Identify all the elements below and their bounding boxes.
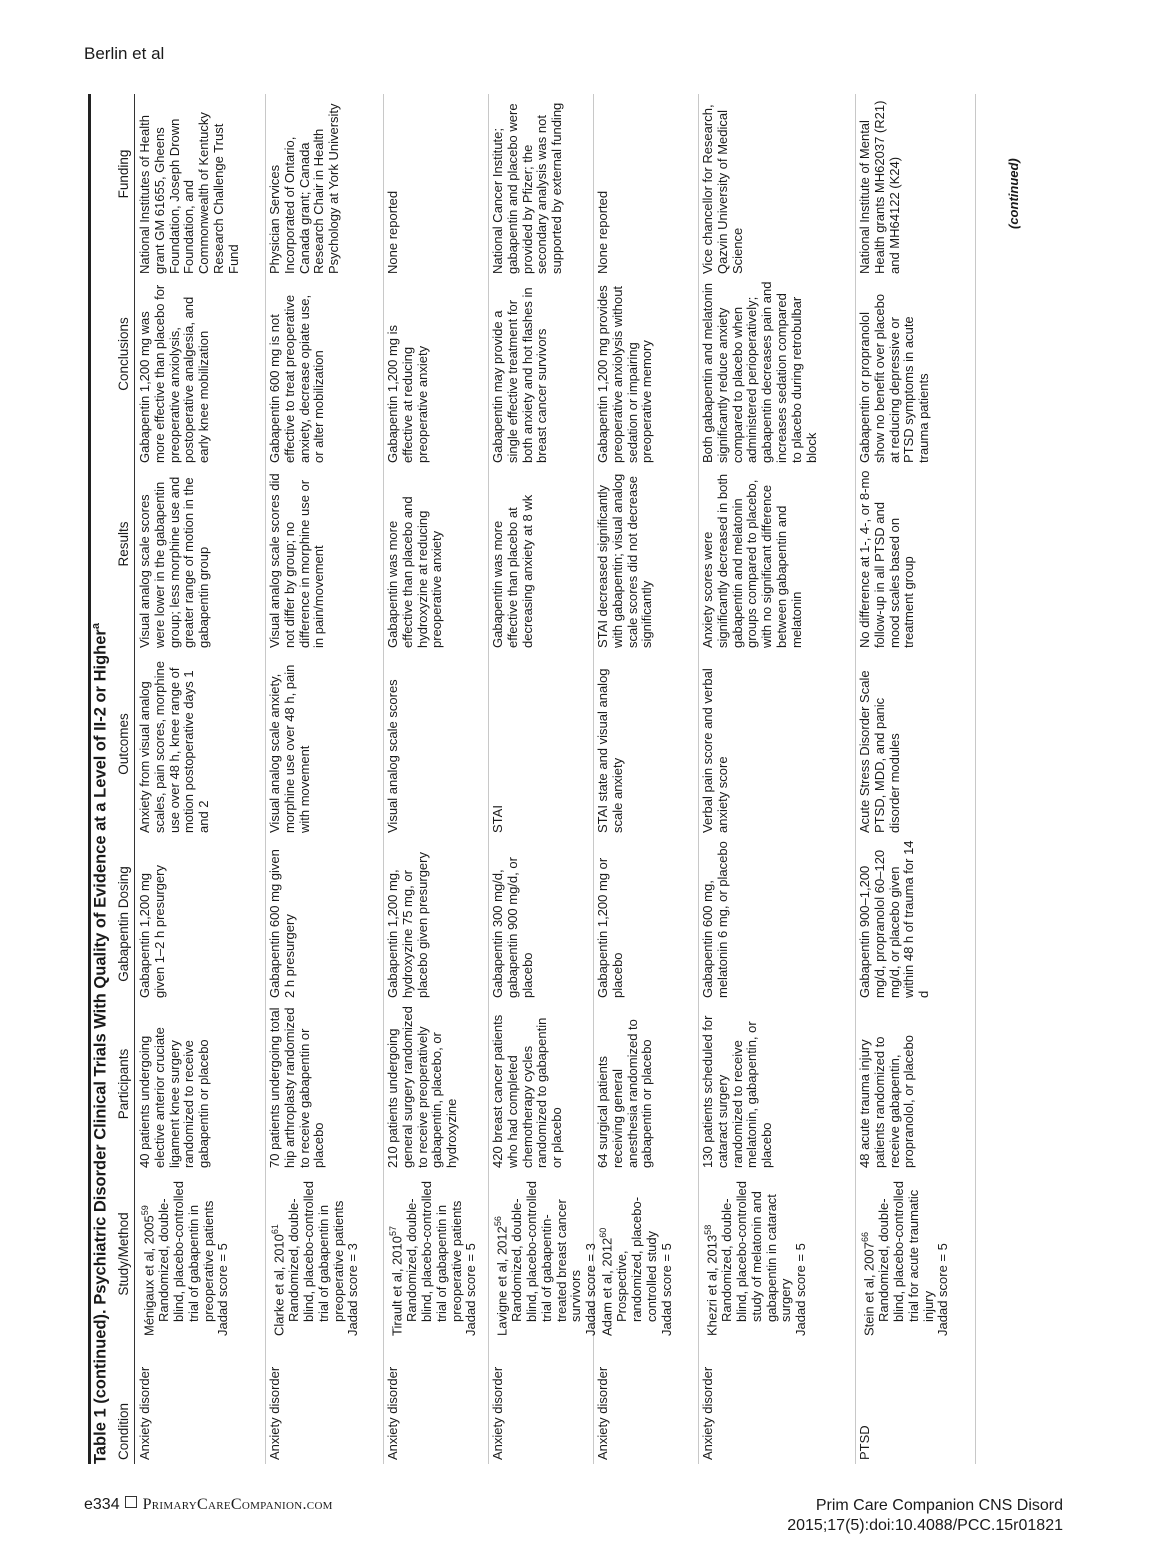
jadad-score: Jadad score = 5 [463,1243,479,1336]
cell-conclusions: Gabapentin or propranolol show no benefit over placebo at reducing depressive or PTSD symptoms in acute trauma patients [857,293,932,463]
continued-label: (continued) [1006,158,1021,229]
cell-outcomes: Visual analog scale anxiety, morphine use over 48 h, pain with movement [267,664,312,833]
cell-dosing: Gabapentin 1,200 mg or placebo [595,857,625,998]
cell-study-method [386,1178,479,1336]
reference-number: 58 [703,1224,713,1235]
table-row [593,94,699,1464]
cell-funding: National Cancer Institute; gabapentin and placebo were provided by Pfizer; the secondary analysis was not supported by external funding [490,102,565,274]
cell-results: STAI decreased significantly with gabapentin; visual analog scale scores did not decrease significantly [595,473,655,648]
table-row [488,94,599,1464]
study-method: Prospective, randomized, placebo-controlled study [614,1196,659,1322]
cell-participants: 48 acute trauma injury patients randomized to receive gabapentin, propranolol, or placebo [857,1035,917,1168]
cell-funding: Physician Services Incorporated of Ontario, Canada grant; Canada Research Chair in Health Psychology at York University [267,103,342,274]
footer-right [787,1496,1063,1536]
square-separator-icon [125,1496,137,1508]
cell-study-method [701,1178,809,1336]
study-author: Adam et al, 2012 [599,1237,615,1336]
citation: 2015;17(5):doi:10.4088/PCC.15r01821 [787,1517,1063,1534]
study-author: Stein et al, 2007 [861,1242,877,1336]
reference-number: 57 [388,1226,398,1237]
cell-dosing: Gabapentin 1,200 mg, hydroxyzine 75 mg, or placebo given presurgery [385,852,430,998]
cell-study-method [596,1178,674,1336]
cell-condition: Anxiety disorder [700,1366,715,1460]
cell-results: Gabapentin was more effective than placebo at decreasing anxiety at 8 wk [490,494,535,648]
reference-number: 56 [493,1216,503,1227]
rotated-table [88,94,1023,1464]
running-head: Berlin et al [84,44,165,63]
cell-funding: National Institute of Mental Health grants MH62037 (R21) and MH64122 (K24) [857,100,902,274]
study-author: Khezri et al, 2013 [704,1234,720,1336]
cell-funding: Vice chancellor for Research, Qazvin University of Medical Science [700,104,745,274]
table-row [383,94,489,1464]
column-header-conclusions: Conclusions [116,317,131,391]
footer-left [84,1496,333,1514]
site-name: PrimaryCareCompanion.com [142,1496,333,1513]
cell-results: Anxiety scores were significantly decreased in both gabapentin and melatonin groups compared to placebo, with no significant difference between gabapentin and melatonin [700,473,804,648]
cell-study-method [138,1178,231,1336]
cell-conclusions: Both gabapentin and melatonin significantly reduce anxiety compared to placebo when administered perioperatively; gabapentin decreases pain and increases sedation compared to placebo during retrobulbar block [700,281,819,463]
cell-dosing: Gabapentin 600 mg, melatonin 6 mg, or placebo [700,841,730,998]
cell-outcomes: Verbal pain score and verbal anxiety score [700,668,730,833]
study-method: Randomized, double-blind, placebo-controlled trial of gabapentin in preoperative patients [404,1181,464,1322]
cell-condition: Anxiety disorder [267,1366,282,1460]
page-number: e334 [84,1496,120,1513]
cell-participants: 40 patients undergoing elective anterior cruciate ligament knee surgery randomized to receive gabapentin or placebo [137,1027,212,1168]
cell-conclusions: Gabapentin 1,200 mg provides preoperative anxiolysis without sedation or impairing preoperative memory [595,285,655,463]
reference-number: 61 [270,1224,280,1235]
table-row [135,94,266,1464]
jadad-score: Jadad score = 3 [345,1243,361,1336]
study-method: Randomized, double-blind, placebo-controlled study of melatonin and gabapentin in cataract surgery [719,1181,794,1322]
column-header-condition: Condition [116,1402,131,1460]
cell-conclusions: Gabapentin 1,200 mg was more effective than placebo for preoperative anxiolysis, postoperative analgesia, and early knee mobilization [137,284,212,463]
cell-funding: National Institutes of Health grant GM 61655, Gheens Foundation, Joseph Drown Foundation, and Commonwealth of Kentucky Research Challenge Trust Fund [137,112,241,274]
cell-conclusions: Gabapentin 1,200 mg is effective at reducing preoperative anxiety [385,324,430,463]
cell-condition: PTSD [857,1425,872,1460]
column-header-results: Results [116,521,131,567]
study-method: Randomized, double-blind, placebo-controlled trial of gabapentin in preoperative patients [156,1181,216,1322]
table-title-footnote: a [90,623,102,630]
cell-study-method [858,1178,951,1336]
jadad-score: Jadad score = 5 [793,1243,809,1336]
cell-results: Gabapentin was more effective than placebo and hydroxyzine at reducing preoperative anxiety [385,496,445,648]
study-method: Randomized, double-blind, placebo-controlled trial for acute traumatic injury [876,1181,936,1322]
cell-participants: 210 patients undergoing general surgery randomized to receive preoperatively gabapentin, placebo, or hydroxyzine [385,1006,460,1168]
column-header-participants: Participants [116,1048,131,1120]
jadad-score: Jadad score = 3 [583,1243,599,1336]
column-header-study-method: Study/Method [116,1212,131,1296]
cell-conclusions: Gabapentin 600 mg is not effective to treat preoperative anxiety, decrease opiate use, or alter mobilization [267,294,327,463]
cell-study-method [268,1178,361,1336]
cell-condition: Anxiety disorder [137,1366,152,1460]
jadad-score: Jadad score = 5 [658,1243,674,1336]
reference-number: 66 [860,1232,870,1243]
table-title [90,623,112,1464]
cell-dosing: Gabapentin 1,200 mg given 1–2 h presurgery [137,865,167,998]
cell-participants: 64 surgical patients receiving general anesthesia randomized to gabapentin or placebo [595,1019,655,1168]
cell-participants: 70 patients undergoing total hip arthroplasty randomized to receive gabapentin or placebo [267,1007,327,1168]
cell-outcomes: Visual analog scale scores [385,679,400,833]
table-title-text: Table 1 (continued). Psychiatric Disorder Clinical Trials With Quality of Evidence at a Level of II-2 or Higher [91,629,110,1464]
cell-condition: Anxiety disorder [385,1366,400,1460]
study-method: Randomized, double-blind, placebo-controlled trial of gabapentin-treated breast cancer survivors [509,1181,584,1322]
table-row [265,94,384,1464]
cell-results: No difference at 1-, 4-, or 8-mo follow-up in all PTSD and mood scales based on treatment group [857,470,917,648]
cell-participants: 130 patients scheduled for cataract surgery randomized to receive melatonin, gabapentin, or placebo [700,1015,775,1168]
cell-participants: 420 breast cancer patients who had completed chemotherapy cycles randomized to gabapentin or placebo [490,1014,565,1168]
cell-dosing: Gabapentin 300 mg/d, gabapentin 900 mg/d, or placebo [490,857,535,998]
study-author: Clarke et al, 2010 [271,1234,287,1336]
table-row [855,94,976,1464]
column-header-funding: Funding [116,149,131,199]
study-author: Lavigne et al, 2012 [494,1226,510,1336]
cell-results: Visual analog scale scores were lower in the gabapentin group; less morphine use and greater range of motion in the gabapentin group [137,476,212,648]
cell-condition: Anxiety disorder [595,1366,610,1460]
cell-study-method [491,1178,599,1336]
cell-conclusions: Gabapentin may provide a single effective treatment for both anxiety and hot flashes in breast cancer survivors [490,287,550,463]
cell-dosing: Gabapentin 900–1,200 mg/d, propranolol 60–120 mg/d, or placebo given within 48 h of trauma for 14 d [857,840,932,998]
jadad-score: Jadad score = 5 [215,1243,231,1336]
study-author: Ménigaux et al, 2005 [141,1215,157,1336]
cell-outcomes: Acute Stress Disorder Scale PTSD, MDD, and panic disorder modules [857,670,902,833]
cell-funding: None reported [595,190,610,274]
column-headers [114,94,135,1464]
table-row [698,94,856,1464]
study-method: Randomized, double-blind, placebo-controlled trial of gabapentin in preoperative patients [286,1181,346,1322]
cell-dosing: Gabapentin 600 mg given 2 h presurgery [267,849,297,998]
cell-outcomes: Anxiety from visual analog scales, pain scores, morphine use over 48 h, knee range of motion postoperative days 1 and 2 [137,661,212,833]
column-header-outcomes: Outcomes [116,713,131,775]
cell-outcomes: STAI state and visual analog scale anxiety [595,668,625,833]
jadad-score: Jadad score = 5 [935,1243,951,1336]
cell-outcomes: STAI [490,805,505,833]
journal-name: Prim Care Companion CNS Disord [815,1497,1063,1514]
column-header-dosing: Gabapentin Dosing [116,866,131,982]
cell-results: Visual analog scale scores did not differ by group; no difference in morphine use or in pain/movement [267,473,327,648]
reference-number: 60 [598,1227,608,1238]
cell-funding: None reported [385,190,400,274]
study-author: Tirault et al, 2010 [389,1236,405,1336]
reference-number: 59 [140,1205,150,1216]
cell-condition: Anxiety disorder [490,1366,505,1460]
